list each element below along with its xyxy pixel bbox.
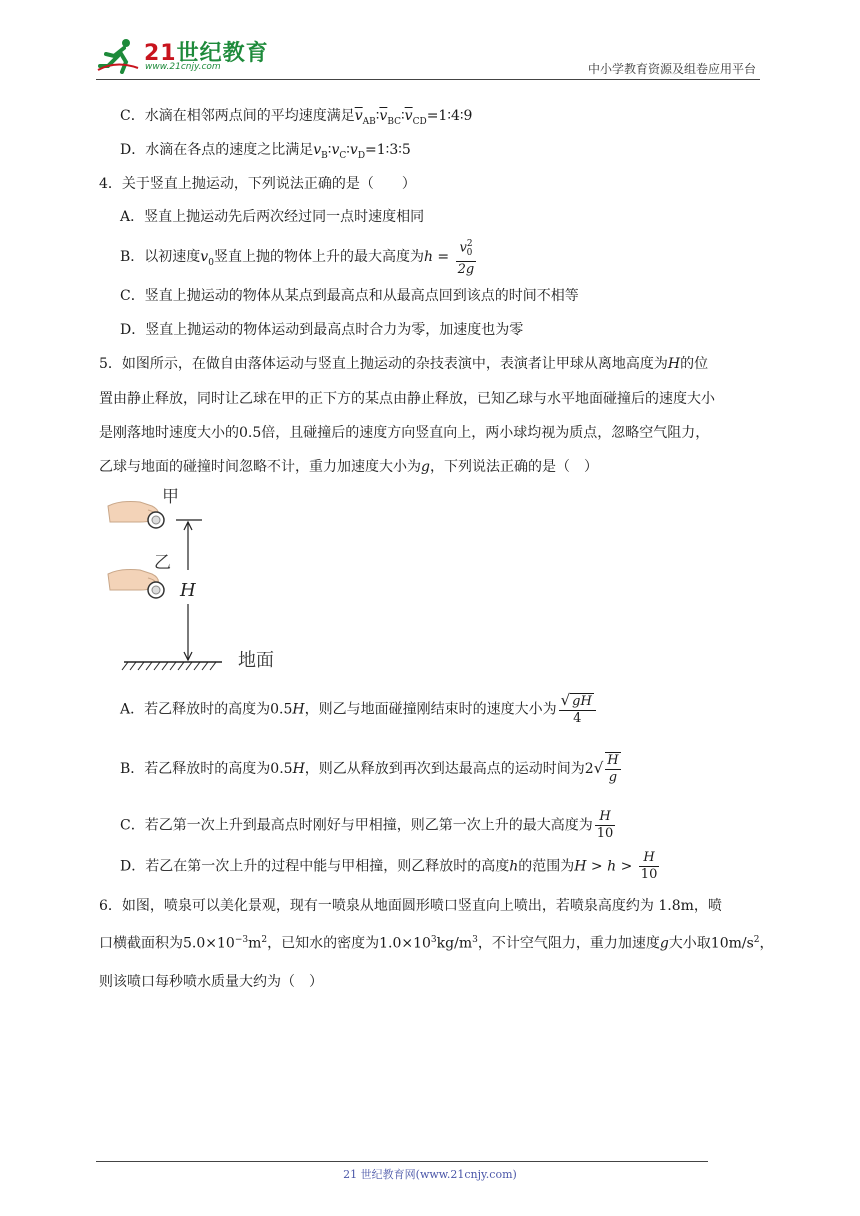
q4-option-c: C．竖直上抛运动的物体从某点到最高点和从最高点回到该点的时间不相等 <box>120 288 579 304</box>
q5-stem-line-2: 置由静止释放，同时让乙球在甲的正下方的某点由静止释放，已知乙球与水平地面碰撞后的速度大小 <box>99 391 715 407</box>
label-jia: 甲 <box>162 487 179 507</box>
running-man-logo-icon <box>96 38 140 74</box>
logo-wordmark: 21世纪教育 <box>144 41 269 66</box>
q5-stem-line-4: 乙球与地面的碰撞时间忽略不计，重力加速度大小为g，下列说法正确的是（ ） <box>99 459 598 475</box>
q5-option-c: C．若乙第一次上升到最高点时刚好与甲相撞，则乙第一次上升的最大高度为 $\frac{H}{10}$ <box>120 809 614 841</box>
q5-stem-line-3: 是刚落地时速度大小的0.5倍，且碰撞后的速度方向竖直向上，两小球均视为质点，忽略空气阻力， <box>99 425 710 441</box>
height-fraction: $\frac{H}{10}$ <box>596 809 614 841</box>
q5-option-a: A．若乙释放时的高度为0.5H，则乙与地面碰撞刚结束时的速度大小为 $\frac{√ gH}{4}$ <box>120 692 598 727</box>
q4-option-b: B．以初速度$v_0$竖直上抛的物体上升的最大高度为h = $\frac{v^2_0}{2g}$ <box>120 236 478 278</box>
q4-option-d: D．竖直上抛运动的物体运动到最高点时合力为零，加速度也为零 <box>120 322 524 338</box>
q4-option-a: A．竖直上抛运动先后两次经过同一点时速度相同 <box>120 209 425 225</box>
logo-url: www.21cnjy.com <box>145 62 221 72</box>
juggling-figure <box>100 486 300 676</box>
max-height-fraction: $\frac{v^2_0}{2g}$ <box>456 236 477 278</box>
label-H: H <box>180 580 196 601</box>
footer-divider <box>96 1161 708 1162</box>
range-fraction: $\frac{H}{10}$ <box>640 850 658 882</box>
site-logo <box>96 36 269 76</box>
label-ground: 地面 <box>238 650 274 671</box>
q6-stem-line-1: 6．如图，喷泉可以美化景观，现有一喷泉从地面圆形喷口竖直向上喷出，若喷泉高度约为 1.8m，喷 <box>99 898 722 914</box>
q6-stem-line-2: 口横截面积为$5.0\times 10^{-3}m^2$，已知水的密度为$1.0\times 10^3kg/m^3$，不计空气阻力，重力加速度g大小取$10m/s^2$， <box>99 935 774 952</box>
page-header <box>0 0 860 82</box>
velocity-fraction: $\frac{√ gH}{4}$ <box>559 692 596 727</box>
label-yi: 乙 <box>154 553 171 573</box>
platform-name: 中小学教育资源及组卷应用平台 <box>587 62 756 76</box>
q4-stem: 4．关于竖直上抛运动，下列说法正确的是（ ） <box>99 176 416 192</box>
time-fraction: $\frac{H}{g}$ <box>607 753 619 785</box>
q3-option-c: C．水滴在相邻两点间的平均速度满足$\overline{v}_{AB}∶\overline{v}_{BC}∶\overline{v}_{CD}=1∶4∶9$ <box>120 108 473 127</box>
q5-stem-line-1: 5．如图所示，在做自由落体运动与竖直上抛运动的杂技表演中，表演者让甲球从离地高度为H的位 <box>99 356 709 372</box>
q3-option-d: D．水滴在各点的速度之比满足$v_B∶v_C∶v_D=1∶3∶5$ <box>120 142 411 161</box>
page-footer: 21 世纪教育网(www.21cnjy.com) <box>343 1168 517 1181</box>
q5-option-d: D．若乙在第一次上升的过程中能与甲相撞，则乙释放时的高度h的范围为H > h > $\frac{H}{10}$ <box>120 850 658 882</box>
q5-option-b: B．若乙释放时的高度为0.5H，则乙从释放到再次到达最高点的运动时间为2√ $\frac{H}{g}$ <box>120 753 619 785</box>
header-divider <box>96 79 760 80</box>
q6-stem-line-3: 则该喷口每秒喷水质量大约为（ ） <box>99 974 323 990</box>
